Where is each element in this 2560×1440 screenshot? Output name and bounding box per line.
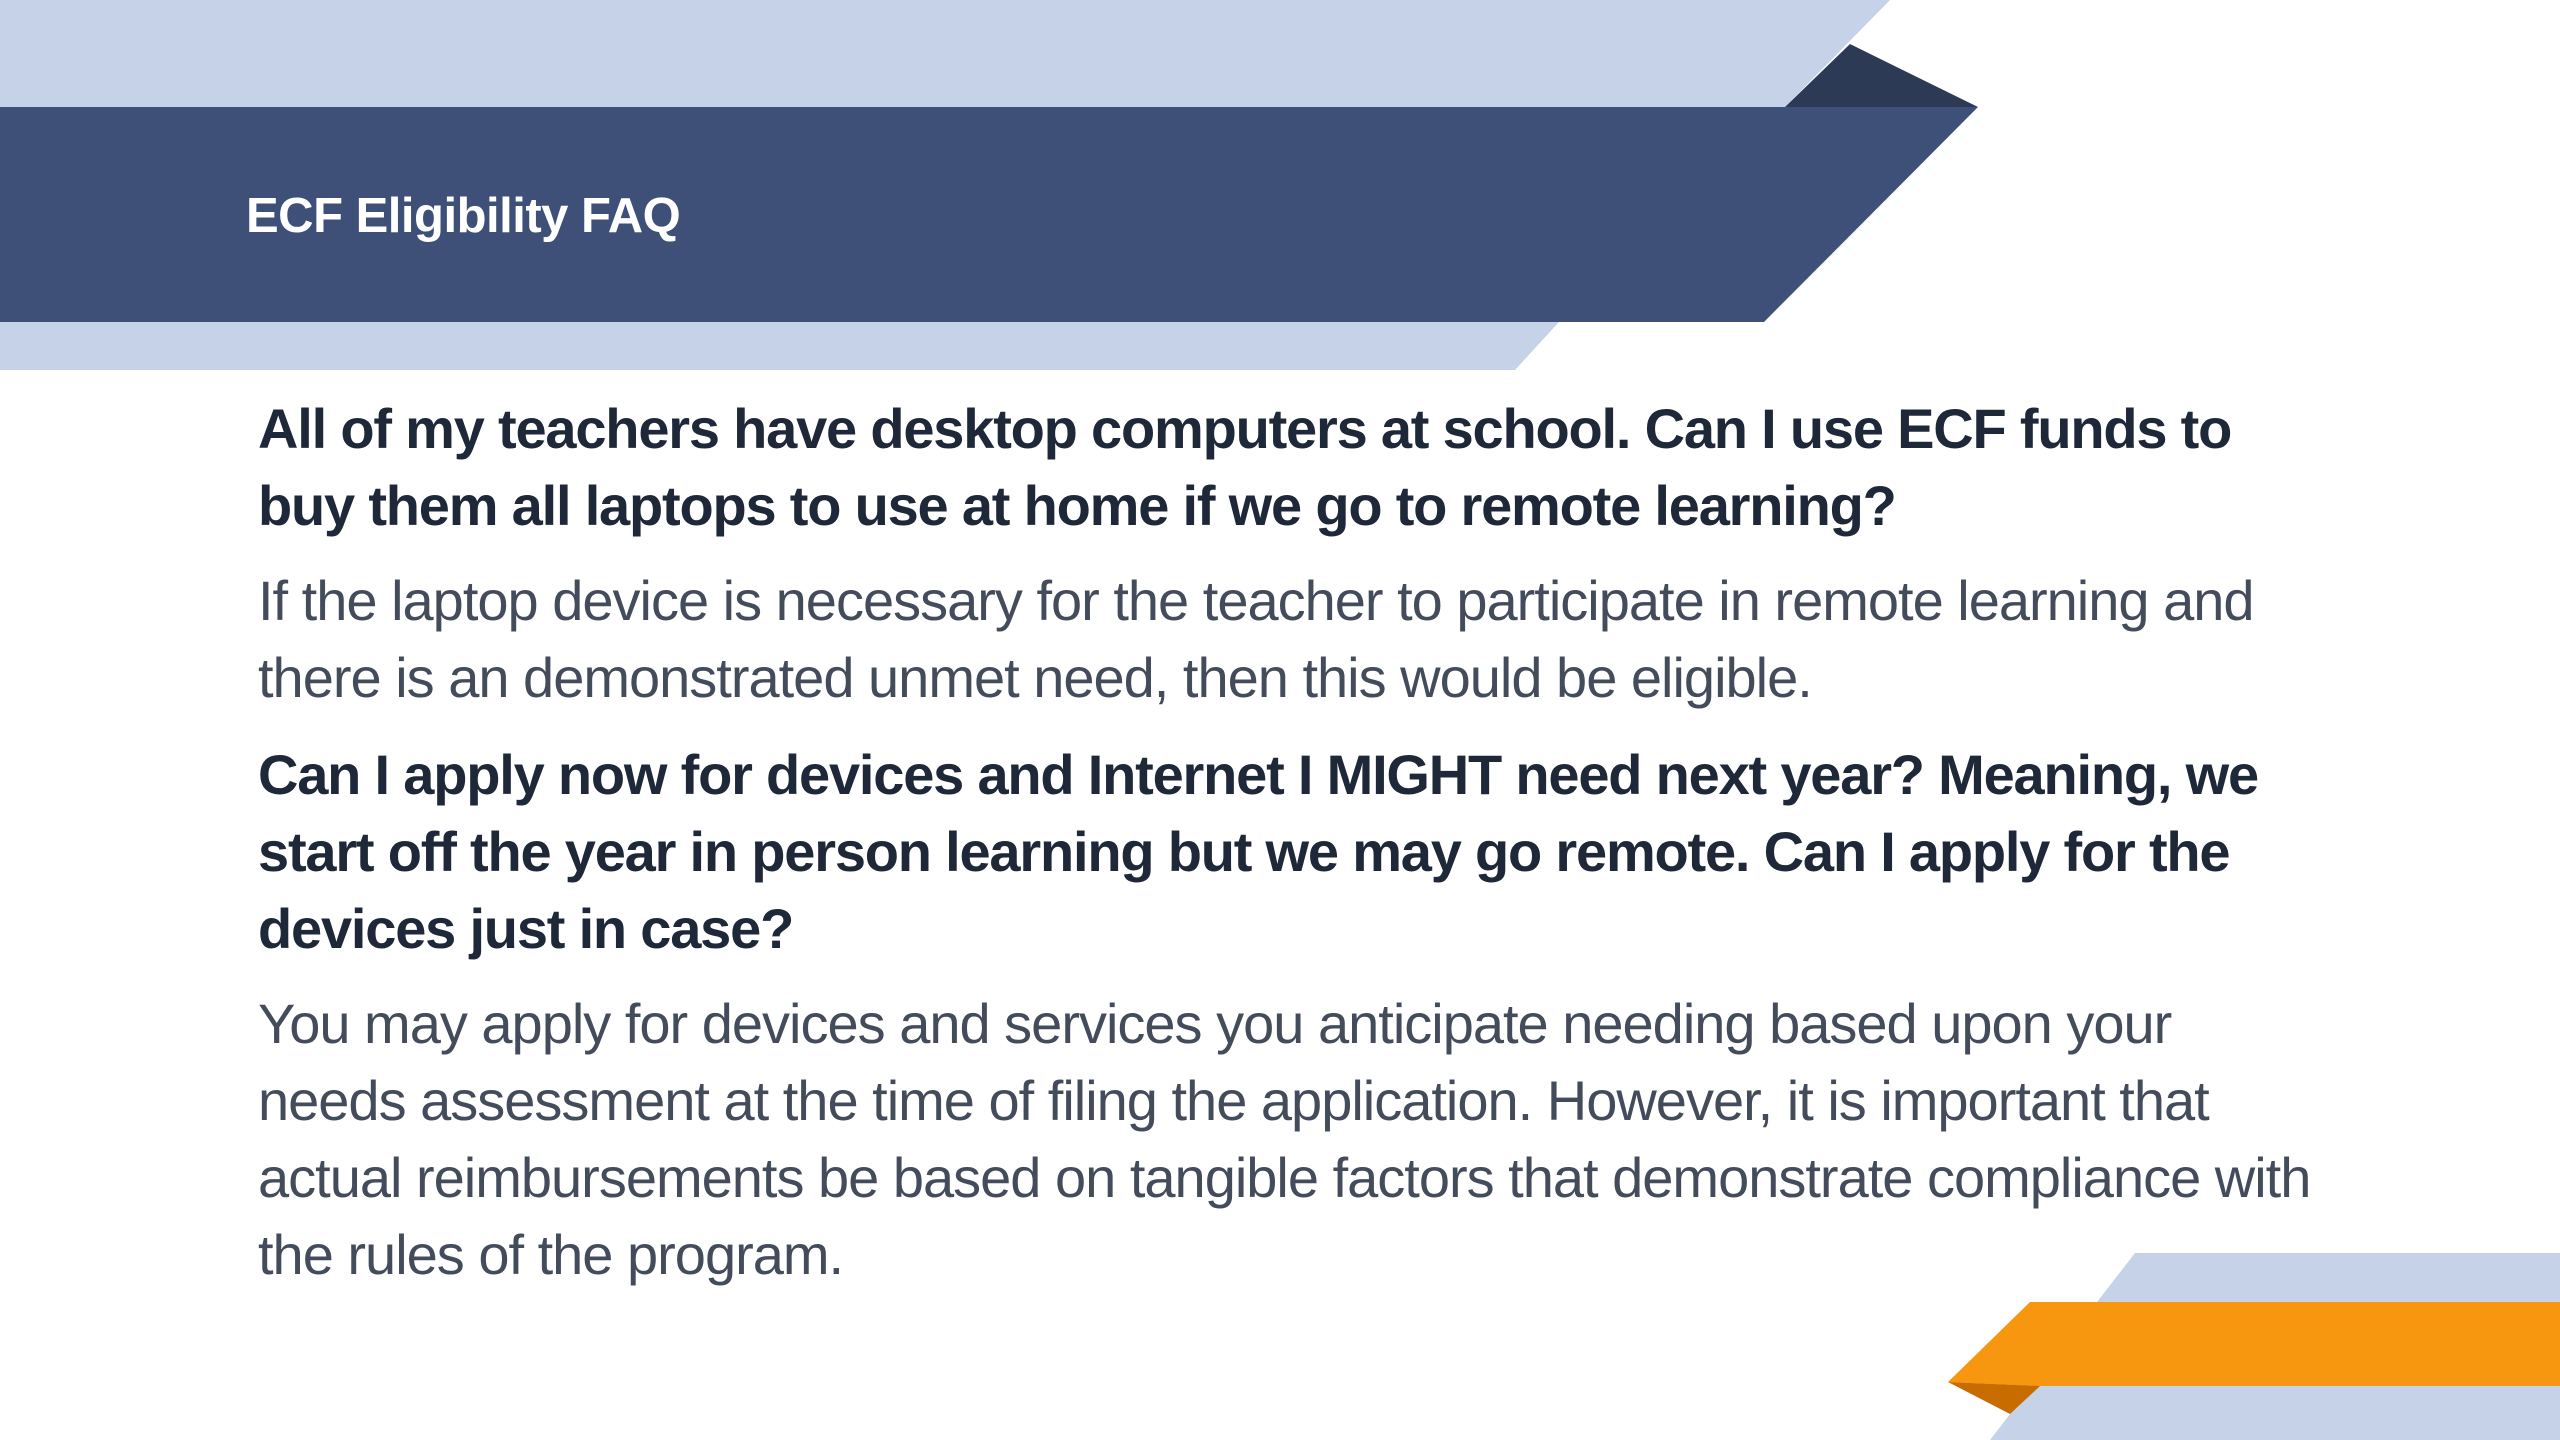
faq-answer: If the laptop device is necessary for the teacher to participate in remote learning and there is an demonstrated unmet need, then this would be eligible. [258, 569, 2254, 709]
faq-item [258, 736, 2318, 1293]
faq-answer: You may apply for devices and services you anticipate needing based upon your needs assessment at the time of filing the application. However, it is important that actual reimbursements be based on tangible factors that demonstrate compliance with the rules of the program. [258, 992, 2311, 1286]
top-light-band [0, 0, 1890, 107]
faq-item [258, 390, 2318, 716]
faq-question: All of my teachers have desktop computers at school. Can I use ECF funds to buy them all laptops to use at home if we go to remote learning? [258, 397, 2232, 537]
faq-question: Can I apply now for devices and Internet I MIGHT need next year? Meaning, we start off the year in person learning but we may go remote. Can I apply for the devices just in case? [258, 743, 2258, 960]
slide-title: ECF Eligibility FAQ [246, 189, 681, 243]
faq-list [258, 390, 2318, 1313]
orange-accent-band [1948, 1302, 2560, 1386]
